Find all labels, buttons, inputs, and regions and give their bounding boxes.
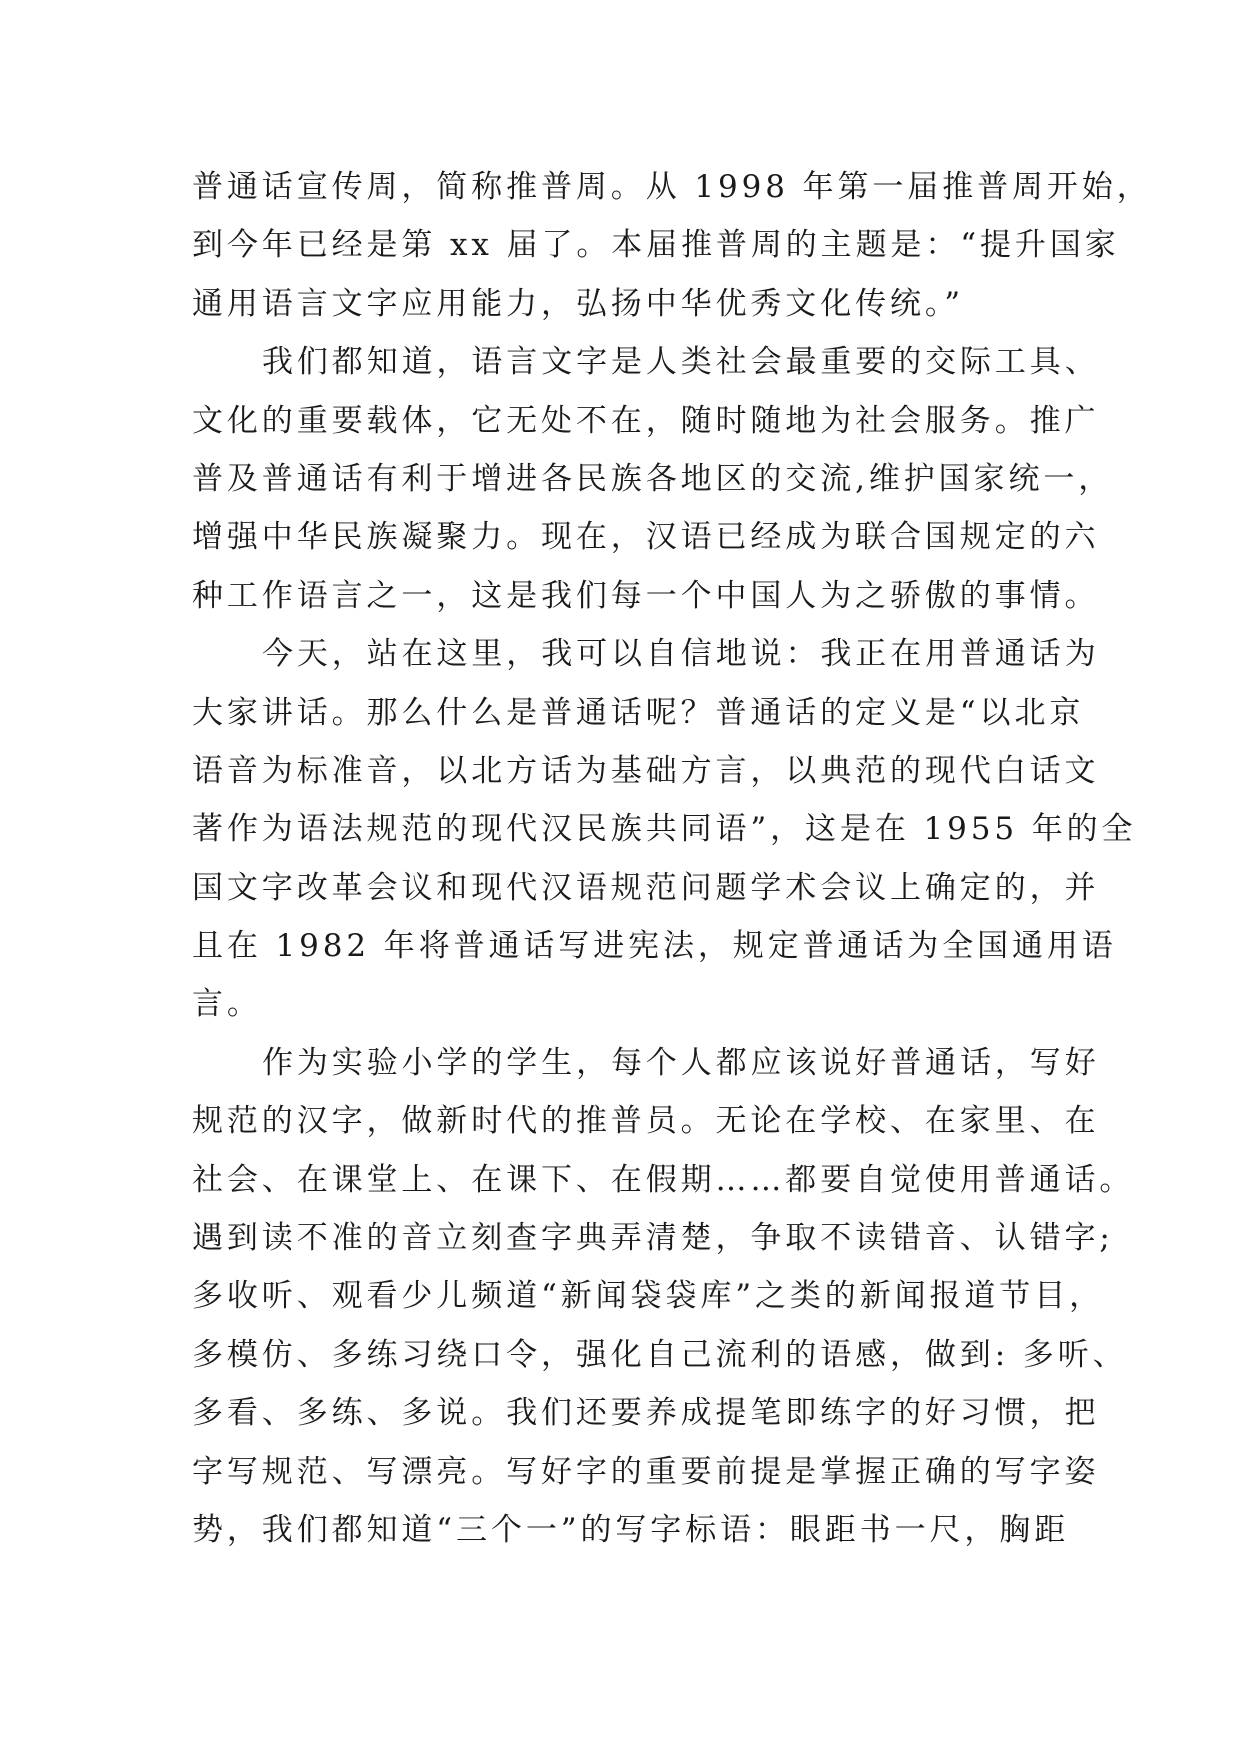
text-line: 国文字改革会议和现代汉语规范问题学术会议上确定的，并 <box>192 869 1100 906</box>
text-line: 语音为标准音，以北方话为基础方言，以典范的现代白话文 <box>192 752 1100 789</box>
text-line: 言。 <box>192 986 262 1023</box>
text-line: 到今年已经是第 xx 届了。本届推普周的主题是：“提升国家 <box>192 227 1120 264</box>
text-line: 文化的重要载体，它无处不在，随时随地为社会服务。推广 <box>192 402 1100 439</box>
text-line: 著作为语法规范的现代汉民族共同语”，这是在 1955 年的全 <box>192 811 1137 848</box>
text-line: 种工作语言之一，这是我们每一个中国人为之骄傲的事情。 <box>192 577 1100 614</box>
text-line: 通用语言文字应用能力，弘扬中华优秀文化传统。” <box>192 285 965 322</box>
text-line: 增强中华民族凝聚力。现在，汉语已经成为联合国规定的六 <box>192 519 1100 556</box>
text-line: 多收听、观看少儿频道“新闻袋袋库”之类的新闻报道节目， <box>192 1278 1104 1315</box>
text-line: 多模仿、多练习绕口令，强化自己流利的语感，做到: 多听、 <box>192 1336 1128 1373</box>
paragraph-first-line: 今天，站在这里，我可以自信地说：我正在用普通话为 <box>262 636 1100 673</box>
text-line: 遇到读不准的音立刻查字典弄清楚，争取不读错音、认错字; <box>192 1220 1114 1257</box>
text-line: 且在 1982 年将普通话写进宪法，规定普通话为全国通用语 <box>192 928 1117 965</box>
text-line: 势，我们都知道“三个一”的写字标语：眼距书一尺，胸距 <box>192 1511 1070 1548</box>
text-line: 多看、多练、多说。我们还要养成提笔即练字的好习惯，把 <box>192 1395 1100 1432</box>
text-line: 规范的汉字，做新时代的推普员。无论在学校、在家里、在 <box>192 1103 1100 1140</box>
text-line: 字写规范、写漂亮。写好字的重要前提是掌握正确的写字姿 <box>192 1453 1100 1490</box>
document-body <box>192 158 1152 1559</box>
text-line: 大家讲话。那么什么是普通话呢？普通话的定义是“以北京 <box>192 694 1085 731</box>
paragraph-first-line: 作为实验小学的学生，每个人都应该说好普通话，写好 <box>262 1044 1100 1081</box>
text-line: 社会、在课堂上、在课下、在假期……都要自觉使用普通话。 <box>192 1161 1135 1198</box>
text-line: 普及普通话有利于增进各民族各地区的交流,维护国家统一， <box>192 460 1114 497</box>
paragraph-first-line: 我们都知道，语言文字是人类社会最重要的交际工具、 <box>262 344 1100 381</box>
text-line: 普通话宣传周，简称推普周。从 1998 年第一届推普周开始， <box>192 169 1152 205</box>
